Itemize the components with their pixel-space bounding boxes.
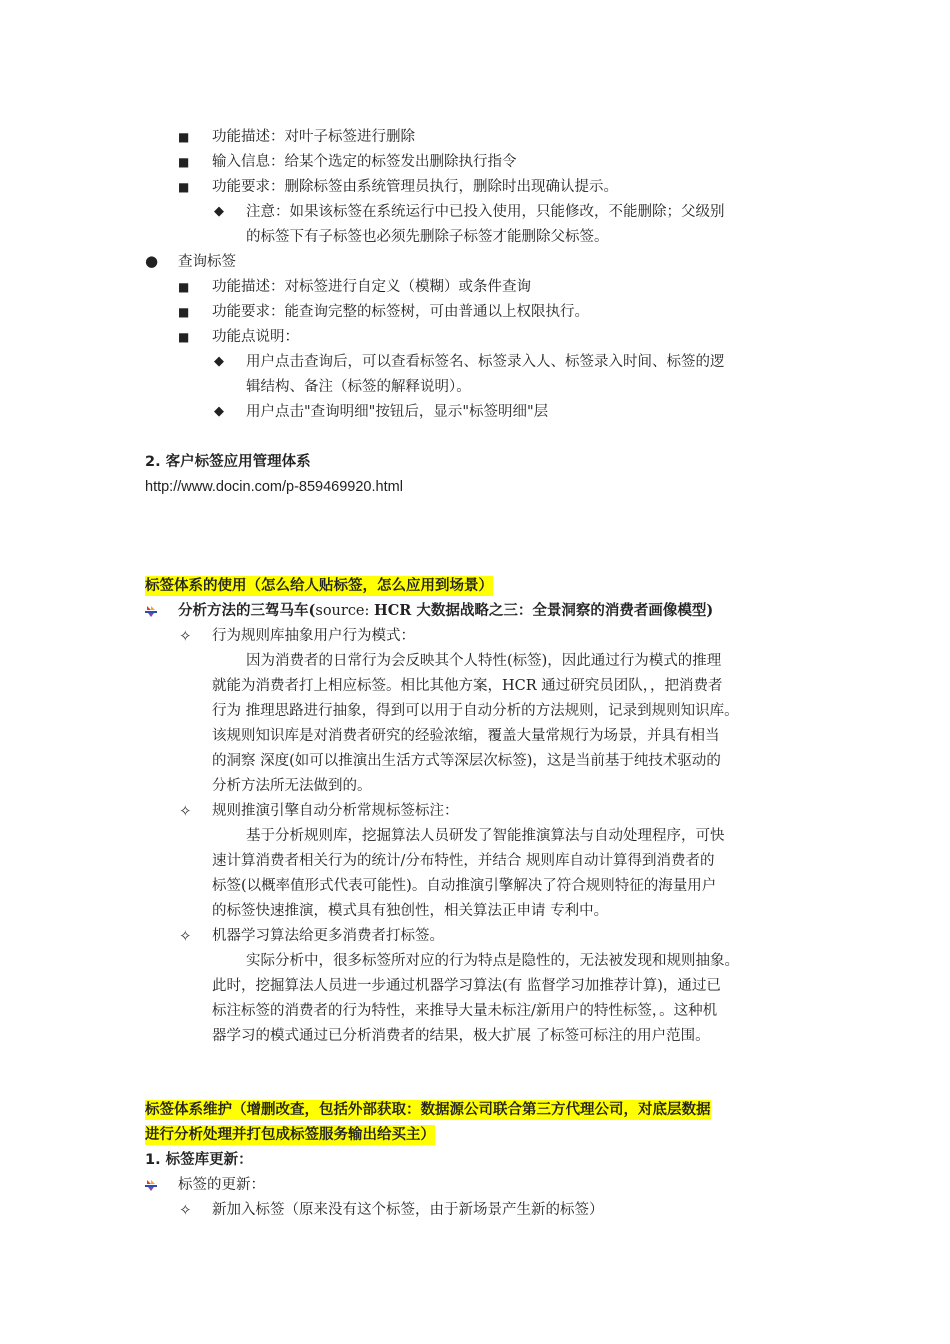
paragraph-line: 速计算消费者相关行为的统计/分布特性，并结合 规则库自动计算得到消费者的 bbox=[212, 853, 715, 869]
paragraph-line: 该规则知识库是对消费者研究的经验浓缩，覆盖大量常规行为场景，并具有相当 bbox=[212, 728, 720, 744]
list-item: 辑结构、备注（标签的解释说明）。 bbox=[246, 379, 471, 395]
point-title: 机器学习算法给更多消费者打标签。 bbox=[212, 928, 444, 944]
list-item: 功能描述：对叶子标签进行删除 bbox=[212, 129, 415, 145]
highlighted-heading: 标签体系的使用（怎么给人贴标签，怎么应用到场景） bbox=[145, 577, 493, 594]
square-bullet-icon: ■ bbox=[178, 330, 190, 344]
paragraph-line: 此时，挖掘算法人员进一步通过机器学习算法(有 监督学习加推荐计算)，通过已 bbox=[212, 978, 721, 994]
section-heading: 2. 客户标签应用管理体系 bbox=[145, 454, 311, 470]
note-text: 的标签下有子标签也必须先删除子标签才能删除父标签。 bbox=[246, 229, 609, 245]
url-link[interactable]: http://www.docin.com/p-859469920.html bbox=[145, 479, 403, 495]
flag-bullet-icon bbox=[144, 1178, 158, 1192]
paragraph-line: 的标签快速推演，模式具有独创性，相关算法正申请 专利中。 bbox=[212, 903, 609, 919]
list-item: 功能要求：删除标签由系统管理员执行，删除时出现确认提示。 bbox=[212, 179, 618, 195]
star-bullet-icon: ✧ bbox=[179, 627, 192, 645]
highlighted-heading: 进行分析处理并打包成标签服务输出给买主） bbox=[145, 1126, 435, 1143]
point-title: 行为规则库抽象用户行为模式： bbox=[212, 628, 415, 644]
list-item: 用户点击"查询明细"按钮后，显示"标签明细"层 bbox=[246, 404, 549, 420]
list-item: 新加入标签（原来没有这个标签，由于新场景产生新的标签） bbox=[212, 1202, 604, 1218]
diamond-bullet-icon: ◆ bbox=[214, 404, 224, 419]
list-item-title: 查询标签 bbox=[178, 254, 236, 270]
sub-heading bbox=[178, 601, 713, 621]
dot-bullet-icon: ● bbox=[145, 252, 159, 270]
point-title: 规则推演引擎自动分析常规标签标注： bbox=[212, 803, 459, 819]
square-bullet-icon: ■ bbox=[178, 180, 190, 194]
square-bullet-icon: ■ bbox=[178, 130, 190, 144]
sub-heading-prefix: 分析方法的三驾马车( bbox=[178, 602, 316, 619]
square-bullet-icon: ■ bbox=[178, 155, 190, 169]
paragraph-line: 因为消费者的日常行为会反映其个人特性(标签)，因此通过行为模式的推理 bbox=[246, 653, 722, 669]
paragraph-line: 实际分析中，很多标签所对应的行为特点是隐性的，无法被发现和规则抽象。 bbox=[246, 953, 739, 969]
note-text: 注意：如果该标签在系统运行中已投入使用，只能修改，不能删除；父级别 bbox=[246, 204, 725, 220]
paragraph-line: 基于分析规则库，挖掘算法人员研发了智能推演算法与自动处理程序，可快 bbox=[246, 828, 725, 844]
paragraph-line: 器学习的模式通过已分析消费者的结果，极大扩展 了标签可标注的用户范围。 bbox=[212, 1028, 710, 1044]
square-bullet-icon: ■ bbox=[178, 305, 190, 319]
paragraph-line: 标注标签的消费者的行为特性，来推导大量未标注/新用户的特性标签，。这种机 bbox=[212, 1003, 718, 1019]
diamond-bullet-icon: ◆ bbox=[214, 354, 224, 369]
list-item: 功能描述：对标签进行自定义（模糊）或条件查询 bbox=[212, 279, 531, 295]
star-bullet-icon: ✧ bbox=[179, 927, 192, 945]
star-bullet-icon: ✧ bbox=[179, 1201, 192, 1219]
highlighted-heading: 标签体系维护（增删改查，包括外部获取：数据源公司联合第三方代理公司，对底层数据 bbox=[145, 1101, 711, 1118]
list-item: 输入信息：给某个选定的标签发出删除执行指令 bbox=[212, 154, 517, 170]
flag-bullet-icon bbox=[144, 604, 158, 618]
list-item: 功能要求：能查询完整的标签树，可由普通以上权限执行。 bbox=[212, 304, 589, 320]
paragraph-line: 行为 推理思路进行抽象，得到可以用于自动分析的方法规则，记录到规则知识库。 bbox=[212, 703, 739, 719]
star-bullet-icon: ✧ bbox=[179, 802, 192, 820]
diamond-bullet-icon: ◆ bbox=[214, 204, 224, 219]
paragraph-line: 标签(以概率值形式代表可能性)。自动推演引擎解决了符合规则特征的海量用户 bbox=[212, 878, 717, 894]
list-item: 功能点说明： bbox=[212, 329, 299, 345]
sub-heading-rest: HCR 大数据战略之三：全景洞察的消费者画像模型) bbox=[374, 602, 714, 619]
paragraph-line: 分析方法所无法做到的。 bbox=[212, 778, 372, 794]
square-bullet-icon: ■ bbox=[178, 280, 190, 294]
sub-heading: 1. 标签库更新： bbox=[145, 1152, 253, 1168]
list-item: 用户点击查询后，可以查看标签名、标签录入人、标签录入时间、标签的逻 bbox=[246, 354, 725, 370]
sub-heading-source: source: bbox=[315, 603, 375, 619]
list-item: 标签的更新： bbox=[178, 1177, 265, 1193]
paragraph-line: 就能为消费者打上相应标签。相比其他方案，HCR 通过研究员团队，，把消费者 bbox=[212, 678, 723, 694]
paragraph-line: 的洞察 深度(如可以推演出生活方式等深层次标签)，这是当前基于纯技术驱动的 bbox=[212, 753, 721, 769]
